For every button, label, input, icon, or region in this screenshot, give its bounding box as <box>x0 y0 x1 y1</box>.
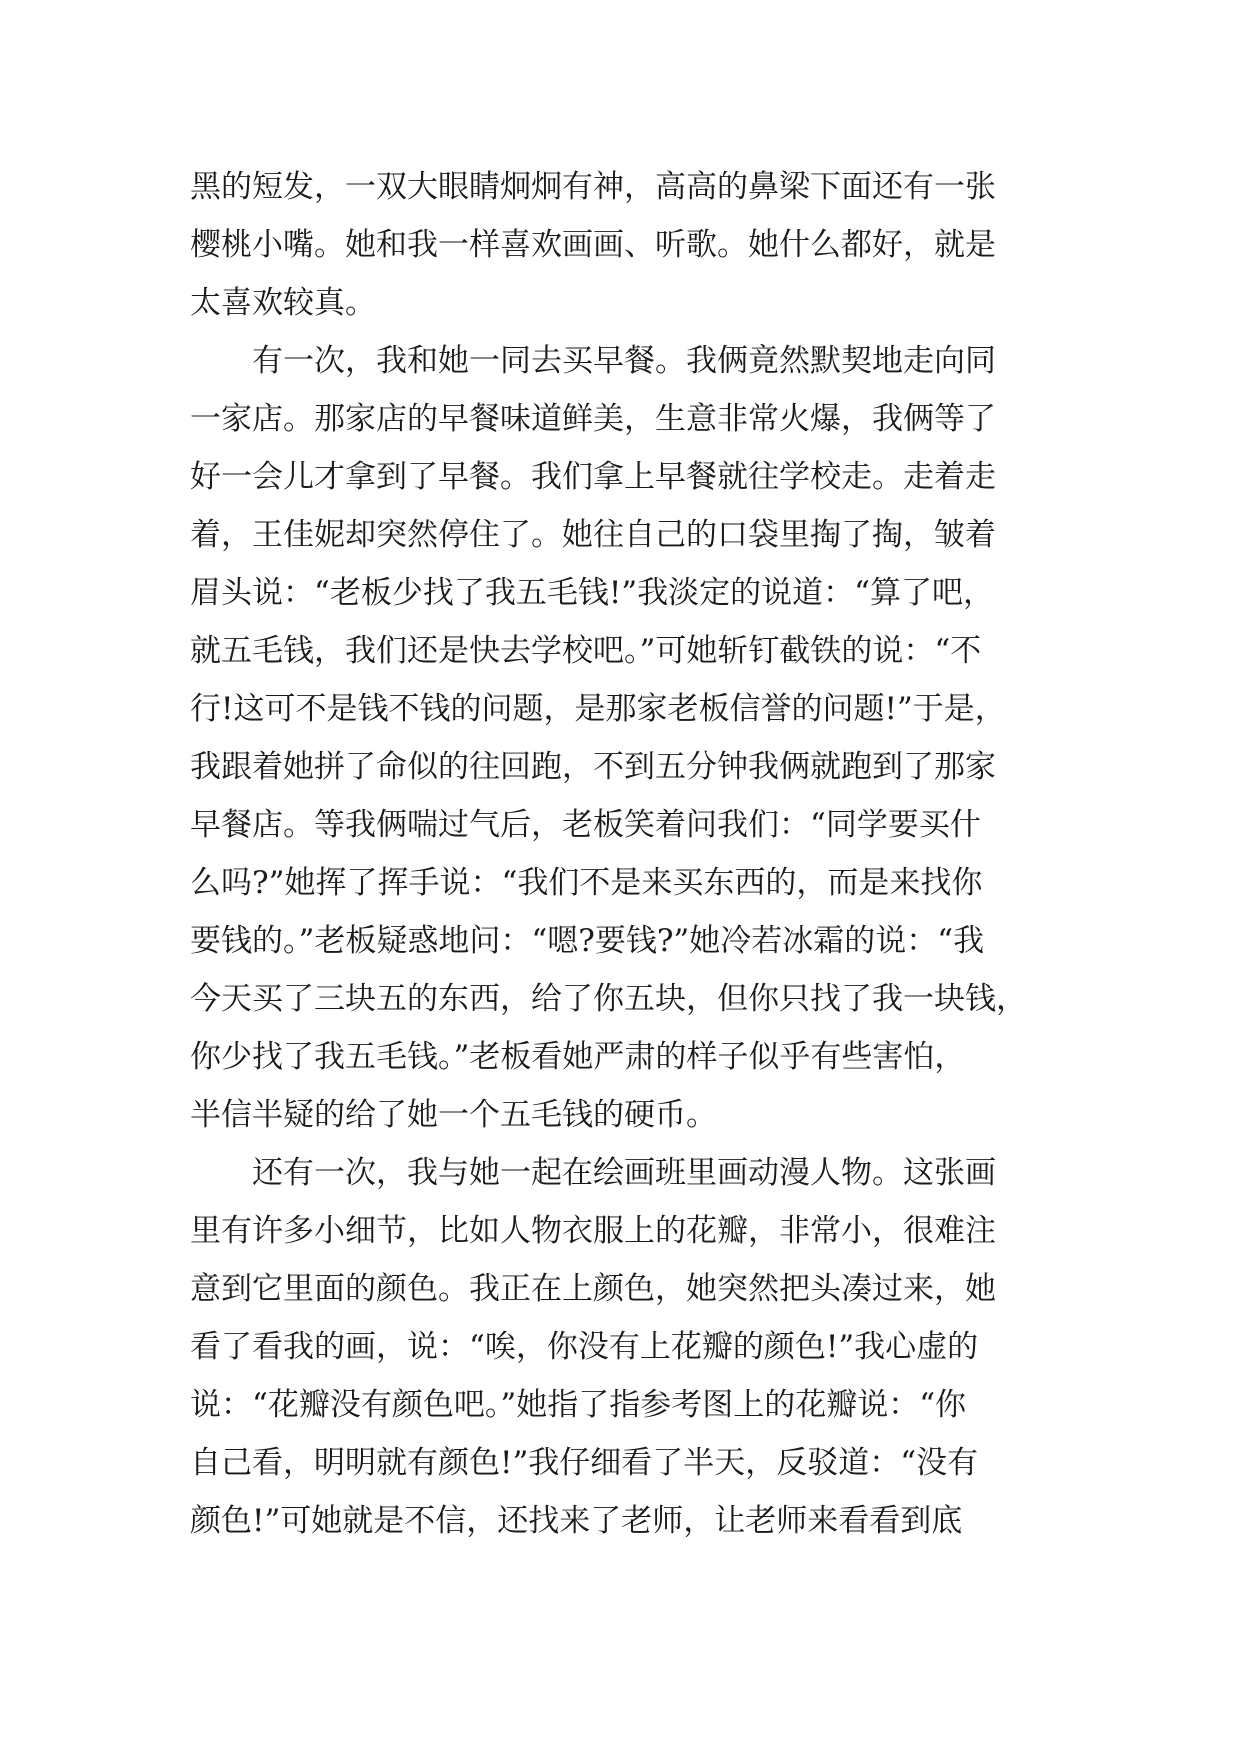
text-line <box>190 216 1056 274</box>
text-line <box>190 796 1056 854</box>
text-line <box>190 1434 1056 1492</box>
text-line <box>190 274 1056 332</box>
text-line-content: 里有许多小细节，比如人物衣服上的花瓣，非常小，很难注 <box>190 1213 996 1249</box>
text-line-content: 太喜欢较真。 <box>190 285 376 321</box>
text-line <box>190 912 1056 970</box>
text-line <box>190 564 1056 622</box>
text-line <box>190 680 1056 738</box>
text-line <box>190 970 1056 1028</box>
text-line <box>190 506 1056 564</box>
text-line-content: 早餐店。等我俩喘过气后，老板笑着问我们：“同学要买什 <box>190 807 981 843</box>
text-line <box>190 854 1056 912</box>
essay-body <box>190 158 1056 1550</box>
text-line-content: 说：“花瓣没有颜色吧。”她指了指参考图上的花瓣说：“你 <box>190 1387 967 1423</box>
text-line-content: 一家店。那家店的早餐味道鲜美，生意非常火爆，我俩等了 <box>190 401 996 437</box>
text-line <box>190 448 1056 506</box>
text-line-content: 意到它里面的颜色。我正在上颜色，她突然把头凑过来，她 <box>190 1271 996 1307</box>
text-line-content: 着，王佳妮却突然停住了。她往自己的口袋里掏了掏，皱着 <box>190 517 996 553</box>
text-line-content: 要钱的。”老板疑惑地问：“嗯?要钱?”她冷若冰霜的说：“我 <box>190 923 985 959</box>
text-line <box>190 1318 1056 1376</box>
text-line <box>190 332 1056 390</box>
text-line-content: 半信半疑的给了她一个五毛钱的硬币。 <box>190 1097 717 1133</box>
text-line <box>190 1202 1056 1260</box>
text-line-content: 有一次，我和她一同去买早餐。我俩竟然默契地走向同 <box>190 343 996 379</box>
text-line <box>190 1492 1056 1550</box>
text-line <box>190 1376 1056 1434</box>
text-line-content: 还有一次，我与她一起在绘画班里画动漫人物。这张画 <box>190 1155 996 1191</box>
text-line <box>190 738 1056 796</box>
text-line-content: 你少找了我五毛钱。”老板看她严肃的样子似乎有些害怕， <box>190 1039 966 1075</box>
text-line-content: 樱桃小嘴。她和我一样喜欢画画、听歌。她什么都好，就是 <box>190 227 996 263</box>
text-line <box>190 158 1056 216</box>
text-line-content: 就五毛钱，我们还是快去学校吧。”可她斩钉截铁的说：“不 <box>190 633 982 669</box>
text-line-content: 眉头说：“老板少找了我五毛钱!”我淡定的说道：“算了吧， <box>190 575 994 611</box>
text-line-content: 自己看，明明就有颜色!”我仔细看了半天，反驳道：“没有 <box>190 1445 979 1481</box>
text-line <box>190 622 1056 680</box>
text-line-content: 么吗?”她挥了挥手说：“我们不是来买东西的，而是来找你 <box>190 865 983 901</box>
text-line-content: 看了看我的画，说：“唉，你没有上花瓣的颜色!”我心虚的 <box>190 1329 979 1365</box>
text-line-content: 颜色!”可她就是不信，还找来了老师，让老师来看看到底 <box>190 1503 963 1539</box>
text-line <box>190 390 1056 448</box>
text-line <box>190 1028 1056 1086</box>
text-line-content: 我跟着她拼了命似的往回跑，不到五分钟我俩就跑到了那家 <box>190 749 996 785</box>
text-line-content: 行!这可不是钱不钱的问题，是那家老板信誉的问题!”于是， <box>190 691 1006 727</box>
text-line-content: 黑的短发，一双大眼睛炯炯有神，高高的鼻梁下面还有一张 <box>190 169 996 205</box>
text-line-content: 今天买了三块五的东西，给了你五块，但你只找了我一块钱， <box>190 981 1027 1017</box>
text-line <box>190 1144 1056 1202</box>
text-line <box>190 1260 1056 1318</box>
text-line-content: 好一会儿才拿到了早餐。我们拿上早餐就往学校走。走着走 <box>190 459 996 495</box>
text-line <box>190 1086 1056 1144</box>
